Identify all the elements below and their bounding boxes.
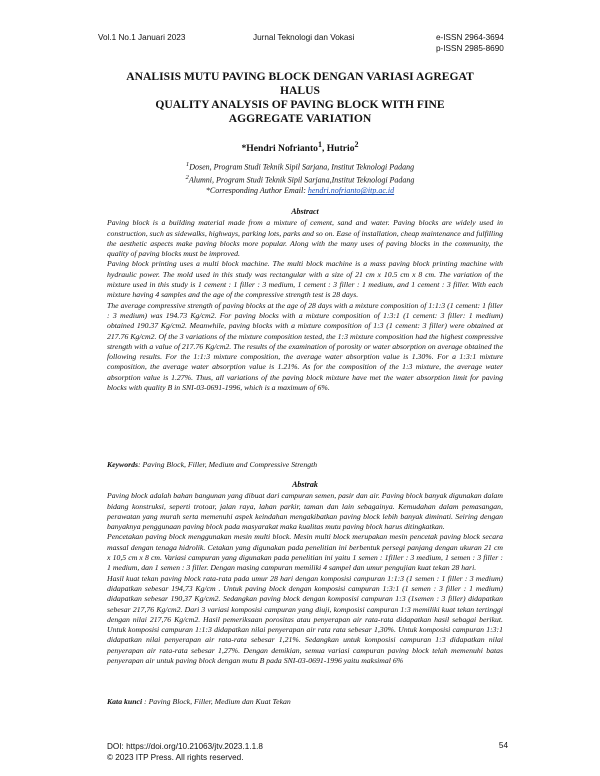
abstrak-heading: Abstrak xyxy=(292,480,318,489)
doi-link[interactable]: DOI: https://doi.org/10.21063/jtv.2023.1.1.8 xyxy=(107,742,263,751)
author-list xyxy=(150,140,450,154)
author-2-sup: 2 xyxy=(354,140,359,149)
affiliation-2 xyxy=(150,173,450,186)
title-id-line1: ANALISIS MUTU PAVING BLOCK DENGAN VARIASI AGREGAT xyxy=(126,70,474,83)
kata-kunci-text: : Paving Block, Filler, Medium dan Kuat Tekan xyxy=(142,697,291,706)
abstract-indonesian xyxy=(107,480,503,666)
keywords-text: : Paving Block, Filler, Medium and Compressive Strength xyxy=(138,460,318,469)
email-link[interactable]: hendri.nofrianto@itp.ac.id xyxy=(307,186,395,196)
abstract-en-paragraph-1: Paving block is a building material made from a mixture of cement, sand and water. Paving blocks are widely used in construction, such as sidewalks, highways, parking lots, parks and so on. Ease of installation, cheap maintenance and fulfilling the aesthetic aspects make paving blocks more popular. Along with the many uses of paving blocks in the community, the quality of paving blocks must be improved. xyxy=(107,218,503,259)
keywords-indonesian xyxy=(107,697,503,707)
author-1: *Hendri Nofrianto xyxy=(241,143,318,155)
journal-name: Jurnal Teknologi dan Vokasi xyxy=(253,33,355,42)
abstract-id-paragraph-1: Paving block adalah bahan bangunan yang dibuat dari campuran semen, pasir dan air. Paving block banyak digunakan dalam bidang konstruksi, seperti trotoar, jalan raya, lahan parkir, taman dan lain sebagainya. Kemudahan dalam pemasangan, perawatan yang murah serta memenuhi aspek keindahan mengakibatkan paving block lebih banyak diminati. Seiring dengan banyaknya penggunaan paving block pada masyarakat maka kualitas mutu paving block harus ditingkatkan. xyxy=(107,491,503,532)
eissn: e-ISSN 2964-3694 xyxy=(436,33,504,42)
affiliation-1-sup: 1 xyxy=(185,161,190,168)
abstract-id-paragraph-2: Pencetakan paving block menggunakan mesin multi block. Mesin multi block merupakan mesin pencetak paving block secara massal dengan tenaga hidrolik. Cetakan yang digunakan pada penelitian ini berbentuk persegi panjang dengan ukuran 21 cm x 10,5 cm x 8 cm. Variasi campuran yang digunakan pada penelitian ini yaitu 1 semen : 1filler : 3 medium, 1 semen : 3 filler : 1 medium, dan 1 semen : 3 filler. Dengan masing campuran memiliki 4 sampel dan umur pengujian kuat tekan 28 hari. xyxy=(107,532,503,573)
pissn: p-ISSN 2985-8690 xyxy=(436,44,504,53)
abstract-id-paragraph-3: Hasil kuat tekan paving block rata-rata pada umur 28 hari dengan komposisi campuran 1:1:3 (1 semen : 1 filler : 3 medium) didapatkan sebesar 194,73 Kg/cm . Untuk paving block dengan komposisi campuran 1:3:1 (1 semen : 3 filler : 1 medium) didapatkan sebesar 190,37 Kg/cm2. Sedangkan paving block dengan komposisi campuran 1:3 (1semen : 3 filler) didapatkan sebesar 217,76 Kg/cm2. Dari 3 variasi komposisi campuran yang diuji, komposisi campuran 1:3 memiliki kuat tekan tertinggi dengan nilai 217,76 Kg/cm2. Hasil pemeriksaan porositas atau penyerapan air rata-rata didapatkan hasil sebagai berikut. Untuk komposisi campuran 1:1:3 didapatkan nilai penyerapan air rata rata sebesar 1,30%. Untuk komposisi campuran 1:3:1 didapatkan nilai penyerapan air rata-rata sebesar 1,21%. Sedangkan untuk komposisi campuran 1:3 didapatkan nilai penyerapan air rata-rata sebesar 1,27%. Dengan demikian, semua variasi campuran paving block telah memenuhi batas penyerapan air untuk paving block dengan mutu B pada SNI-03-0691-1996 yaitu maksimal 6% xyxy=(107,573,503,666)
keywords-english xyxy=(107,460,503,470)
title-id-line2: HALUS xyxy=(280,84,320,97)
affiliation-1 xyxy=(150,160,450,173)
kata-kunci-label: Kata kunci xyxy=(107,697,143,706)
author-2: Hutrio xyxy=(326,143,355,155)
title-en-line1: QUALITY ANALYSIS OF PAVING BLOCK WITH FINE xyxy=(155,98,445,111)
corresponding-label: *Corresponding Author Email: xyxy=(205,186,308,196)
page-number: 54 xyxy=(498,741,508,750)
abstract-heading: Abstract xyxy=(291,207,319,216)
corresponding-author xyxy=(150,186,450,197)
abstract-en-paragraph-3: The average compressive strength of paving blocks at the age of 28 days with a mixture composition of 1:1:3 (1 cement: 1 filler : 3 medium) was 194.73 Kg/cm2. For paving blocks with a mixture composition of 1:3:1 (1 cement: 3 filler: 1 medium) obtained 190.37 Kg/cm2. Meanwhile, paving blocks with a mixture composition of 1:3 (1 cement: 3 filler) were obtained at 217.76 Kg/cm2. Of the 3 variations of the mixture composition tested, the 1:3 mixture composition had the highest compressive strength with a value of 217.76 Kg/cm2. The results of the examination of porosity or water absorption on average obtained the following results. For the 1:1:3 mixture composition, the average water absorption value is 1.30%. For a 1:3:1 mixture composition, the average water absorption value is 1.21%. As for the composition of the 1:3 mixture, the average water absorption value is 1.27%. Thus, all variations of the paving block mixture have met the water absorption limit for paving blocks with quality B in SNI-03-0691-1996, which is a maximum of 6%. xyxy=(107,300,503,393)
journal-volume: Vol.1 No.1 Januari 2023 xyxy=(98,33,186,42)
abstract-english xyxy=(107,207,503,393)
affiliation-1-text: Dosen, Program Studi Teknik Sipil Sarjana, Institut Teknologi Padang xyxy=(189,162,415,172)
affiliation-2-sup: 2 xyxy=(185,174,189,182)
affiliations xyxy=(150,160,450,197)
abstract-en-paragraph-2: Paving block printing uses a multi block machine. The multi block machine is a mass paving block printing machine with hydraulic power. The mold used in this study was rectangular with a size of 21 cm x 10.5 cm x 8 cm. The variation of the mixture used in this study is 1 cement : 1 filler : 3 medium, 1 cement : 3 filler : 1 medium, and 1 cement : 3 filler. With each mixture having 4 samples and the age of the compressive strength test is 28 days. xyxy=(107,259,503,300)
author-1-sup: 1 xyxy=(317,140,322,149)
affiliation-2-text: Alumni, Program Studi Teknik Sipil Sarjana,Institut Teknologi Padang xyxy=(188,175,415,185)
paper-title xyxy=(90,70,510,126)
issn-block xyxy=(436,32,504,54)
keywords-label: Keywords xyxy=(107,460,138,469)
copyright: © 2023 ITP Press. All rights reserved. xyxy=(107,753,244,762)
title-en-line2: AGGREGATE VARIATION xyxy=(228,112,372,125)
author-separator: , xyxy=(321,143,327,155)
